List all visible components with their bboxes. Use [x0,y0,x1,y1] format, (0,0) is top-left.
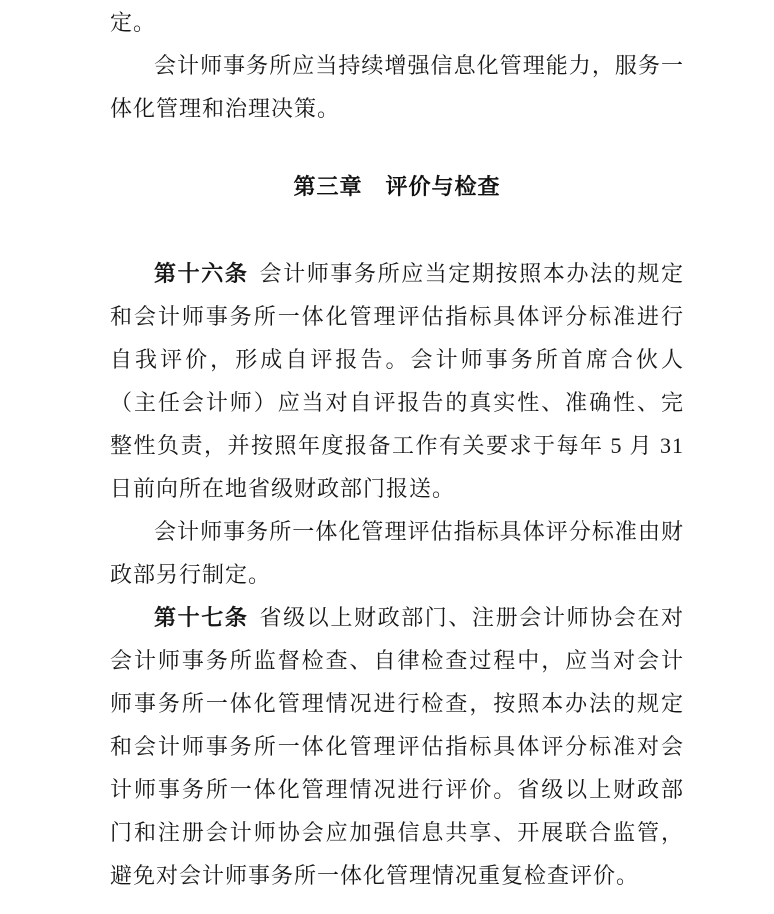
paragraph-intro: 会计师事务所应当持续增强信息化管理能力，服务一体化管理和治理决策。 [110,53,684,121]
article-16-text: 会计师事务所应当定期按照本办法的规定和会计师事务所一体化管理评估指标具体评分标准进行自我评价，形成自评报告。会计师事务所首席合伙人（主任会计师）应当对自评报告的真实性、准确性、完整性负责，并按照年度报备工作有关要求于每年 5 月 31 日前向所在地省级财政部门报送。 [110,261,684,501]
paragraph-continuation: 定。 [110,10,157,35]
paragraph-article-16-supplement: 会计师事务所一体化管理评估指标具体评分标准由财政部另行制定。 [110,519,684,587]
article-16-number: 第十六条 [154,261,249,286]
chapter-heading: 第三章 评价与检查 [293,174,501,199]
article-17-text: 省级以上财政部门、注册会计师协会在对会计师事务所监督检查、自律检查过程中，应当对会计师事务所一体化管理情况进行检查，按照本办法的规定和会计师事务所一体化管理评估指标具体评分标准对会计师事务所一体化管理情况进行评价。省级以上财政部门和注册会计师协会应加强信息共享、开展联合监管，避免对会计师事务所一体化管理情况重复检查评价。 [110,605,684,888]
paragraph-article-17 [110,596,684,897]
article-17-number: 第十七条 [154,605,249,630]
paragraph-article-16 [110,252,684,510]
